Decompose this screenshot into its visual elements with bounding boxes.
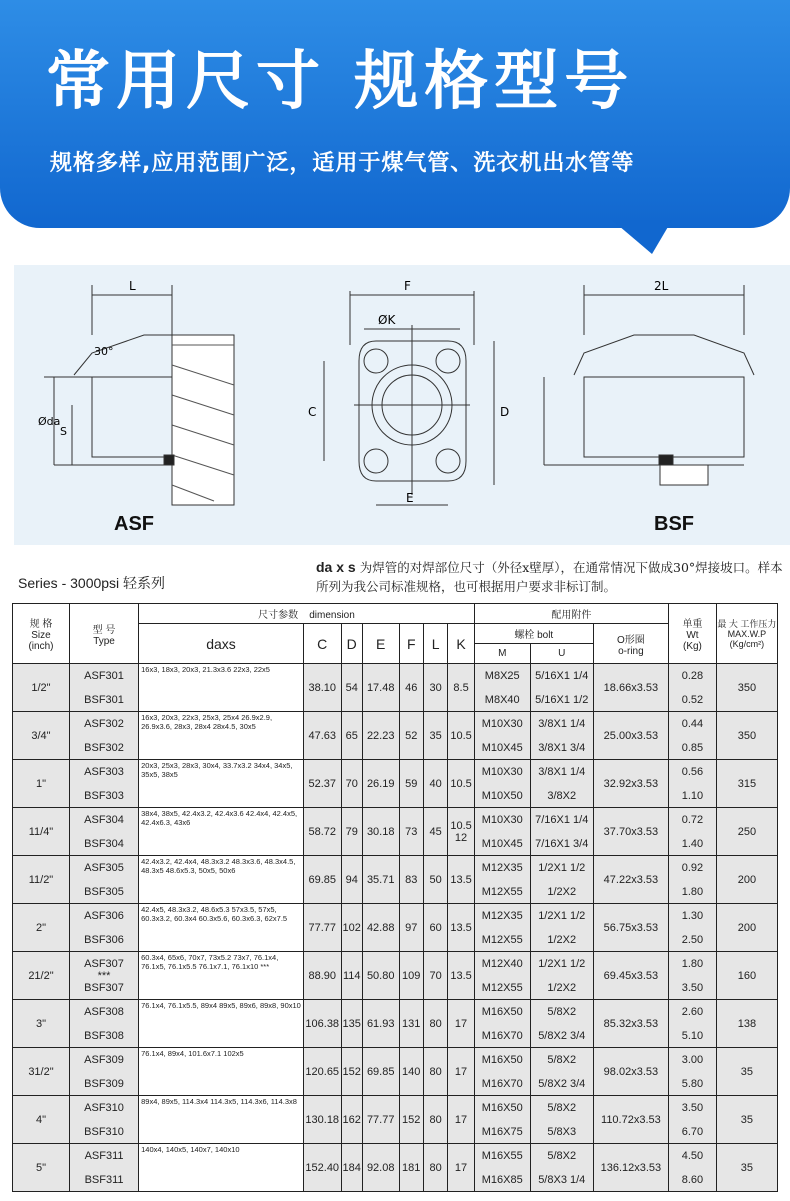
- hdr-bolt: 螺栓 bolt: [474, 624, 593, 644]
- dim-2l: 2L: [654, 279, 669, 293]
- l-value: 50: [423, 856, 447, 904]
- table-row: [13, 1048, 778, 1096]
- k-value: 13.5: [448, 856, 474, 904]
- spec-table: [12, 603, 778, 1192]
- l-value: 80: [423, 1000, 447, 1048]
- c-value: 47.63: [303, 712, 341, 760]
- weight-cell: 0.56 1.10: [669, 760, 717, 808]
- d-value: 54: [341, 664, 362, 712]
- f-value: 83: [399, 856, 423, 904]
- table-row: [13, 1000, 778, 1048]
- daxs-cell: 42.4x5, 48.3x3.2, 48.6x5.3 57x3.5, 57x5, 60.3x3.2, 60.3x4 60.3x5.6, 60.3x6.3, 62x7.5: [139, 904, 304, 952]
- pressure-cell: 250: [716, 808, 777, 856]
- c-value: 77.77: [303, 904, 341, 952]
- e-value: 42.88: [362, 904, 399, 952]
- e-value: 50.80: [362, 952, 399, 1000]
- bolt-u-cell: 5/8X2 5/8X2 3/4: [530, 1048, 593, 1096]
- d-value: 184: [341, 1144, 362, 1192]
- series-label: Series - 3000psi 轻系列: [18, 575, 166, 591]
- hdr-dimension: 尺寸参数 dimension: [139, 604, 475, 624]
- table-row: [13, 952, 778, 1000]
- oring-cell: 69.45x3.53: [593, 952, 668, 1000]
- pressure-cell: 200: [716, 856, 777, 904]
- table-row: [13, 664, 778, 712]
- k-value: 17: [448, 1048, 474, 1096]
- d-value: 94: [341, 856, 362, 904]
- e-value: 22.23: [362, 712, 399, 760]
- k-value: 17: [448, 1000, 474, 1048]
- c-value: 58.72: [303, 808, 341, 856]
- k-value: 10.5: [448, 760, 474, 808]
- hdr-f: F: [399, 624, 423, 664]
- l-value: 80: [423, 1096, 447, 1144]
- weight-cell: 0.28 0.52: [669, 664, 717, 712]
- f-value: 181: [399, 1144, 423, 1192]
- size-cell: 2": [13, 904, 70, 952]
- bolt-m-cell: M16X55 M16X85: [474, 1144, 530, 1192]
- weight-cell: 4.50 8.60: [669, 1144, 717, 1192]
- size-cell: 31/2": [13, 1048, 70, 1096]
- drawing-lines: [14, 265, 790, 545]
- size-cell: 1": [13, 760, 70, 808]
- bolt-u-cell: 3/8X1 1/4 3/8X2: [530, 760, 593, 808]
- page-subtitle: 规格多样,应用范围广泛，适用于煤气管、洗衣机出水管等: [50, 151, 635, 176]
- type-cell: ASF304 BSF304: [69, 808, 138, 856]
- l-value: 60: [423, 904, 447, 952]
- oring-cell: 136.12x3.53: [593, 1144, 668, 1192]
- type-cell: ASF307 *** BSF307: [69, 952, 138, 1000]
- k-value: 10.5 12: [450, 819, 472, 844]
- size-cell: 3/4": [13, 712, 70, 760]
- weight-cell: 0.72 1.40: [669, 808, 717, 856]
- dim-f: F: [404, 279, 411, 293]
- type-cell: ASF309 BSF309: [69, 1048, 138, 1096]
- type-cell: ASF308 BSF308: [69, 1000, 138, 1048]
- d-value: 162: [341, 1096, 362, 1144]
- bolt-m-cell: M12X40 M12X55: [474, 952, 530, 1000]
- hdr-pressure: 最 大 工作压力 MAX.W.P (Kg/cm²): [717, 618, 777, 649]
- page-title: 常用尺寸 规格型号: [46, 45, 635, 119]
- oring-cell: 110.72x3.53: [593, 1096, 668, 1144]
- type-cell: ASF305 BSF305: [69, 856, 138, 904]
- f-value: 73: [399, 808, 423, 856]
- type-cell: ASF303 BSF303: [69, 760, 138, 808]
- size-cell: 11/2": [13, 856, 70, 904]
- e-value: 77.77: [362, 1096, 399, 1144]
- d-value: 114: [341, 952, 362, 1000]
- hdr-k: K: [448, 624, 474, 664]
- bolt-m-cell: M10X30 M10X50: [474, 760, 530, 808]
- size-cell: 5": [13, 1144, 70, 1192]
- weight-cell: 0.92 1.80: [669, 856, 717, 904]
- e-value: 26.19: [362, 760, 399, 808]
- header-banner: [0, 0, 790, 228]
- note-lead: da x s: [316, 559, 356, 575]
- d-value: 135: [341, 1000, 362, 1048]
- bolt-u-cell: 7/16X1 1/4 7/16X1 3/4: [530, 808, 593, 856]
- table-row: [13, 712, 778, 760]
- asf-label: ASF: [114, 513, 154, 535]
- table-row: [13, 904, 778, 952]
- bolt-m-cell: M8X25 M8X40: [474, 664, 530, 712]
- bolt-m-cell: M16X50 M16X75: [474, 1096, 530, 1144]
- daxs-cell: 76.1x4, 76.1x5.5, 89x4 89x5, 89x6, 89x8, 90x10: [139, 1000, 304, 1048]
- table-row: [13, 808, 778, 856]
- l-value: 70: [423, 952, 447, 1000]
- f-value: 109: [399, 952, 423, 1000]
- bolt-u-cell: 1/2X1 1/2 1/2X2: [530, 952, 593, 1000]
- size-cell: 3": [13, 1000, 70, 1048]
- l-value: 80: [423, 1144, 447, 1192]
- size-cell: 21/2": [13, 952, 70, 1000]
- daxs-cell: 42.4x3.2, 42.4x4, 48.3x3.2 48.3x3.6, 48.3x4.5, 48.3x5 48.6x5.3, 50x5, 50x6: [139, 856, 304, 904]
- dim-s: S: [60, 425, 67, 438]
- c-value: 130.18: [303, 1096, 341, 1144]
- bolt-m-cell: M16X50 M16X70: [474, 1000, 530, 1048]
- e-value: 35.71: [362, 856, 399, 904]
- dim-k: ØK: [378, 313, 396, 327]
- type-cell: ASF306 BSF306: [69, 904, 138, 952]
- f-value: 52: [399, 712, 423, 760]
- type-cell: ASF310 BSF310: [69, 1096, 138, 1144]
- c-value: 120.65: [303, 1048, 341, 1096]
- table-row: [13, 760, 778, 808]
- d-value: 70: [341, 760, 362, 808]
- pressure-cell: 315: [716, 760, 777, 808]
- pressure-cell: 138: [716, 1000, 777, 1048]
- bsf-label: BSF: [654, 513, 694, 535]
- e-value: 69.85: [362, 1048, 399, 1096]
- daxs-cell: 38x4, 38x5, 42.4x3.2, 42.4x3.6 42.4x4, 42.4x5, 42.4x6.3, 43x6: [139, 808, 304, 856]
- table-row: [13, 856, 778, 904]
- hdr-type: 型 号 Type: [92, 624, 116, 647]
- l-value: 30: [423, 664, 447, 712]
- k-value: 10.5: [448, 712, 474, 760]
- type-cell: ASF311 BSF311: [69, 1144, 138, 1192]
- dim-l: L: [129, 279, 136, 293]
- weight-cell: 0.44 0.85: [669, 712, 717, 760]
- c-value: 152.40: [303, 1144, 341, 1192]
- d-value: 65: [341, 712, 362, 760]
- c-value: 52.37: [303, 760, 341, 808]
- l-value: 40: [423, 760, 447, 808]
- oring-cell: 18.66x3.53: [593, 664, 668, 712]
- bolt-m-cell: M10X30 M10X45: [474, 808, 530, 856]
- oring-cell: 37.70x3.53: [593, 808, 668, 856]
- bolt-u-cell: 5/16X1 1/4 5/16X1 1/2: [530, 664, 593, 712]
- bolt-u-cell: 1/2X1 1/2 1/2X2: [530, 856, 593, 904]
- oring-cell: 47.22x3.53: [593, 856, 668, 904]
- banner-pointer: [612, 220, 672, 260]
- bolt-u-cell: 5/8X2 5/8X3: [530, 1096, 593, 1144]
- d-value: 79: [341, 808, 362, 856]
- f-value: 131: [399, 1000, 423, 1048]
- bolt-m-cell: M12X35 M12X55: [474, 856, 530, 904]
- f-value: 140: [399, 1048, 423, 1096]
- bolt-u-cell: 5/8X2 5/8X3 1/4: [530, 1144, 593, 1192]
- c-value: 106.38: [303, 1000, 341, 1048]
- pressure-cell: 350: [716, 664, 777, 712]
- d-value: 152: [341, 1048, 362, 1096]
- weight-cell: 1.30 2.50: [669, 904, 717, 952]
- e-value: 61.93: [362, 1000, 399, 1048]
- daxs-cell: 16x3, 20x3, 22x3, 25x3, 25x4 26.9x2.9, 26.9x3.6, 28x3, 28x4 28x4.5, 30x5: [139, 712, 304, 760]
- d-value: 102: [341, 904, 362, 952]
- bolt-m-cell: M12X35 M12X55: [474, 904, 530, 952]
- technical-drawing: [14, 265, 790, 545]
- weight-cell: 2.60 5.10: [669, 1000, 717, 1048]
- k-value: 17: [448, 1096, 474, 1144]
- type-cell: ASF302 BSF302: [69, 712, 138, 760]
- pressure-cell: 35: [716, 1096, 777, 1144]
- weight-cell: 1.80 3.50: [669, 952, 717, 1000]
- l-value: 80: [423, 1048, 447, 1096]
- note-text: [316, 558, 786, 596]
- hdr-daxs: daxs: [139, 624, 304, 664]
- daxs-cell: 60.3x4, 65x6, 70x7, 73x5.2 73x7, 76.1x4, 76.1x5, 76.1x5.5 76.1x7.1, 76.1x10 ***: [139, 952, 304, 1000]
- c-value: 38.10: [303, 664, 341, 712]
- dim-da: Øda: [38, 415, 61, 428]
- oring-cell: 56.75x3.53: [593, 904, 668, 952]
- oring-cell: 85.32x3.53: [593, 1000, 668, 1048]
- k-value: 17: [448, 1144, 474, 1192]
- hdr-l: L: [423, 624, 447, 664]
- daxs-cell: 16x3, 18x3, 20x3, 21.3x3.6 22x3, 22x5: [139, 664, 304, 712]
- k-value: 13.5: [448, 952, 474, 1000]
- e-value: 92.08: [362, 1144, 399, 1192]
- oring-cell: 25.00x3.53: [593, 712, 668, 760]
- hdr-size: 规 格 Size (inch): [28, 619, 54, 652]
- table-row: [13, 1144, 778, 1192]
- hdr-e: E: [362, 624, 399, 664]
- weight-cell: 3.50 6.70: [669, 1096, 717, 1144]
- hdr-d: D: [341, 624, 362, 664]
- l-value: 35: [423, 712, 447, 760]
- hdr-m: M: [474, 644, 530, 664]
- daxs-cell: 140x4, 140x5, 140x7, 140x10: [139, 1144, 304, 1192]
- l-value: 45: [423, 808, 447, 856]
- dim-e: E: [406, 491, 414, 505]
- daxs-cell: 76.1x4, 89x4, 101.6x7.1 102x5: [139, 1048, 304, 1096]
- hdr-weight: 单重 Wt (Kg): [682, 619, 703, 652]
- f-value: 59: [399, 760, 423, 808]
- dim-angle: 30°: [94, 345, 114, 358]
- e-value: 17.48: [362, 664, 399, 712]
- note-body: 为焊管的对焊部位尺寸（外径x壁厚），在通常情况下做成30°焊接坡口。样本所列为我公司标准规格，也可根据用户要求非标订制。: [316, 560, 783, 594]
- pressure-cell: 35: [716, 1144, 777, 1192]
- pressure-cell: 35: [716, 1048, 777, 1096]
- f-value: 46: [399, 664, 423, 712]
- size-cell: 4": [13, 1096, 70, 1144]
- pressure-cell: 200: [716, 904, 777, 952]
- dim-c: C: [308, 405, 317, 419]
- k-value: 8.5: [448, 664, 474, 712]
- hdr-c: C: [303, 624, 341, 664]
- bolt-u-cell: 1/2X1 1/2 1/2X2: [530, 904, 593, 952]
- c-value: 69.85: [303, 856, 341, 904]
- hdr-u: U: [530, 644, 593, 664]
- daxs-cell: 89x4, 89x5, 114.3x4 114.3x5, 114.3x6, 114.3x8: [139, 1096, 304, 1144]
- table-row: [13, 1096, 778, 1144]
- oring-cell: 98.02x3.53: [593, 1048, 668, 1096]
- f-value: 97: [399, 904, 423, 952]
- daxs-cell: 20x3, 25x3, 28x3, 30x4, 33.7x3.2 34x4, 34x5, 35x5, 38x5: [139, 760, 304, 808]
- f-value: 152: [399, 1096, 423, 1144]
- hdr-accessory: 配用附件: [474, 604, 668, 624]
- type-cell: ASF301 BSF301: [69, 664, 138, 712]
- bolt-u-cell: 3/8X1 1/4 3/8X1 3/4: [530, 712, 593, 760]
- bolt-m-cell: M10X30 M10X45: [474, 712, 530, 760]
- size-cell: 11/4": [13, 808, 70, 856]
- dim-d: D: [500, 405, 510, 419]
- bolt-u-cell: 5/8X2 5/8X2 3/4: [530, 1000, 593, 1048]
- pressure-cell: 350: [716, 712, 777, 760]
- c-value: 88.90: [303, 952, 341, 1000]
- size-cell: 1/2": [13, 664, 70, 712]
- oring-cell: 32.92x3.53: [593, 760, 668, 808]
- pressure-cell: 160: [716, 952, 777, 1000]
- k-value: 13.5: [448, 904, 474, 952]
- bolt-m-cell: M16X50 M16X70: [474, 1048, 530, 1096]
- hdr-oring: O形圈 o-ring: [617, 634, 645, 657]
- weight-cell: 3.00 5.80: [669, 1048, 717, 1096]
- e-value: 30.18: [362, 808, 399, 856]
